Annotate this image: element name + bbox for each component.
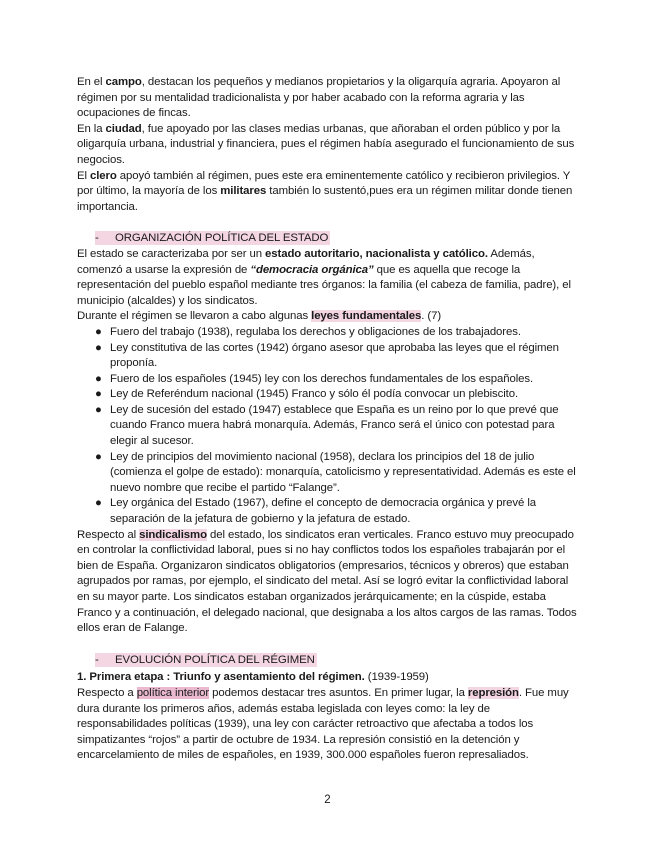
text: Además, comenzó a usarse la expresión de (77, 247, 535, 276)
subheading-primera-etapa (77, 670, 582, 686)
text: . (7) (421, 310, 442, 323)
text: Durante el régimen se llevaron a cabo algunas (77, 310, 312, 323)
laws-list (77, 325, 582, 528)
text: Respecto a (77, 686, 137, 699)
bullet-icon: ● (95, 403, 102, 416)
paragraph-clero (77, 169, 582, 216)
section-heading-evolucion (77, 653, 582, 669)
list-item (77, 450, 582, 497)
paragraph-estado (77, 247, 582, 309)
list-item-text: Fuero de los españoles (1945) ley con los derechos fundamentales de los españoles. (110, 372, 534, 385)
heading-highlight (95, 231, 330, 245)
bullet-icon: ● (95, 450, 102, 463)
paragraph-leyes (77, 309, 582, 325)
bullet-icon: ● (95, 341, 102, 354)
bullet-icon: ● (95, 325, 102, 338)
text: apoyó también al régimen, pues este era eminentemente católico y recibieron privilegios. Y por último, la mayoría de los (77, 169, 571, 198)
heading-text: ORGANIZACIÓN POLÍTICA DEL ESTADO (115, 232, 329, 245)
page-number: 2 (324, 794, 331, 806)
text: El estado se caracterizaba por ser un (77, 247, 266, 260)
document-body (77, 75, 582, 764)
bullet-icon: ● (95, 372, 102, 385)
heading-highlight (95, 653, 317, 667)
section-heading-organizacion (77, 231, 582, 247)
list-item (77, 403, 582, 450)
paragraph-politica-interior (77, 686, 582, 764)
list-item (77, 372, 582, 388)
text: En el (77, 76, 106, 88)
highlighted-term-represion: represión (467, 686, 519, 699)
text: , fue apoyado por las clases medias urbanas, que añoraban el orden público y por la oligarquía urbana, industrial y financiera, pues el régimen había asegurado el funcionamiento de sus negocios. (77, 122, 575, 166)
bold-italic-term-democracia: “democracia orgánica” (250, 263, 374, 276)
subheading-title: 1. Primera etapa : Triunfo y asentamiento del régimen. (77, 671, 365, 684)
paragraph-sindicalismo (77, 528, 582, 637)
text: Respecto al (77, 528, 140, 541)
text: En la (77, 122, 106, 135)
list-item-text: Fuero del trabajo (1938), regulaba los derechos y obligaciones de los trabajadores. (110, 325, 521, 338)
text: . Fue muy dura durante los primeros años, además estaba legislada con leyes como: la ley de responsabilidades políticas (1939), una ley con carácter retroactivo que afectaba a todos los simpatizantes “rojos” a partir de octubre de 1934. La represión consistió en la detención y encarcelamiento de miles de españoles, en 1939, 300.000 españoles fueron represaliados. (77, 686, 569, 762)
highlighted-term-sindicalismo: sindicalismo (139, 528, 207, 541)
list-item (77, 387, 582, 403)
bullet-icon: ● (95, 497, 102, 510)
subheading-dates: (1939-1959) (364, 671, 429, 684)
list-item-text: Ley de Referéndum nacional (1945) Franco y sólo él podía convocar un plebiscito. (110, 388, 519, 401)
list-item (77, 496, 582, 527)
text: que es aquella que recoge la representación del pueblo español mediante tres órganos: la familia (el cabeza de familia, padre), el municipio (alcaldes) y los sindicatos. (77, 263, 571, 307)
text: , destacan los pequeños y medianos propietarios y la oligarquía agraria. Apoyaron al régimen por su mentalidad tradicionalista y por haber acabado con la reforma agraria y las ocupaciones de fincas. (77, 76, 561, 120)
list-item-text: Ley de sucesión del estado (1947) establece que España es un reino por lo que prevé que cuando Franco muera habrá monarquía. Además, Franco será el único con potestad para elegir al sucesor. (110, 403, 559, 448)
text: podemos destacar tres asuntos. En primer lugar, la (209, 686, 468, 699)
bold-term-clero: clero (90, 169, 117, 182)
text: del estado, los sindicatos eran verticales. Franco estuvo muy preocupado en controlar la conflictividad laboral, pues si no hay conflictos todos los españoles trabajarán por el bien de España. Organizaron sindicatos obligatorios (empresarios, técnicos y obreros) que estaban agrupados por ramas, por ejemplo, el sindicato del metal. Así se logró evitar la conflictividad laboral en su mayor parte. Los sindicatos estaban organizados jerárquicamente; en la cúspide, estaba Franco y a continuación, el delegado nacional, que designaba a los altos cargos de las ramas. Todos ellos eran de Falange. (77, 528, 577, 635)
bullet-icon: ● (95, 388, 102, 401)
highlighted-term-politica-interior: política interior (136, 686, 210, 699)
bold-term-estado: estado autoritario, nacionalista y católico. (265, 247, 488, 260)
list-item (77, 325, 582, 341)
text: El (77, 169, 90, 182)
bold-term-campo: campo (105, 76, 142, 88)
heading-dash: - (95, 653, 99, 666)
paragraph-campo (77, 75, 582, 122)
list-item (77, 341, 582, 372)
heading-dash: - (95, 232, 99, 245)
text: también lo sustentó,pues era un régimen militar donde tienen importancia. (77, 185, 573, 213)
list-item-text: Ley orgánica del Estado (1967), define el concepto de democracia orgánica y prevé la separación de la jefatura de gobierno y la jefatura de estado. (110, 497, 536, 526)
list-item-text: Ley de principios del movimiento nacional (1958), declara los principios del 18 de julio (comienza el golpe de estado): monarquía, catolicismo y representatividad. Además es este el nuevo nombre que recibe el partido “Falange”. (110, 450, 576, 494)
bold-term-militares: militares (220, 185, 267, 198)
highlighted-term-leyes: leyes fundamentales (311, 310, 422, 323)
heading-text: EVOLUCIÓN POLÍTICA DEL RÉGIMEN (115, 653, 315, 666)
bold-term-ciudad: ciudad (105, 122, 142, 135)
list-item-text: Ley constitutiva de las cortes (1942) órgano asesor que aprobaba las leyes que el régimen proponía. (110, 341, 559, 370)
paragraph-ciudad (77, 122, 582, 169)
